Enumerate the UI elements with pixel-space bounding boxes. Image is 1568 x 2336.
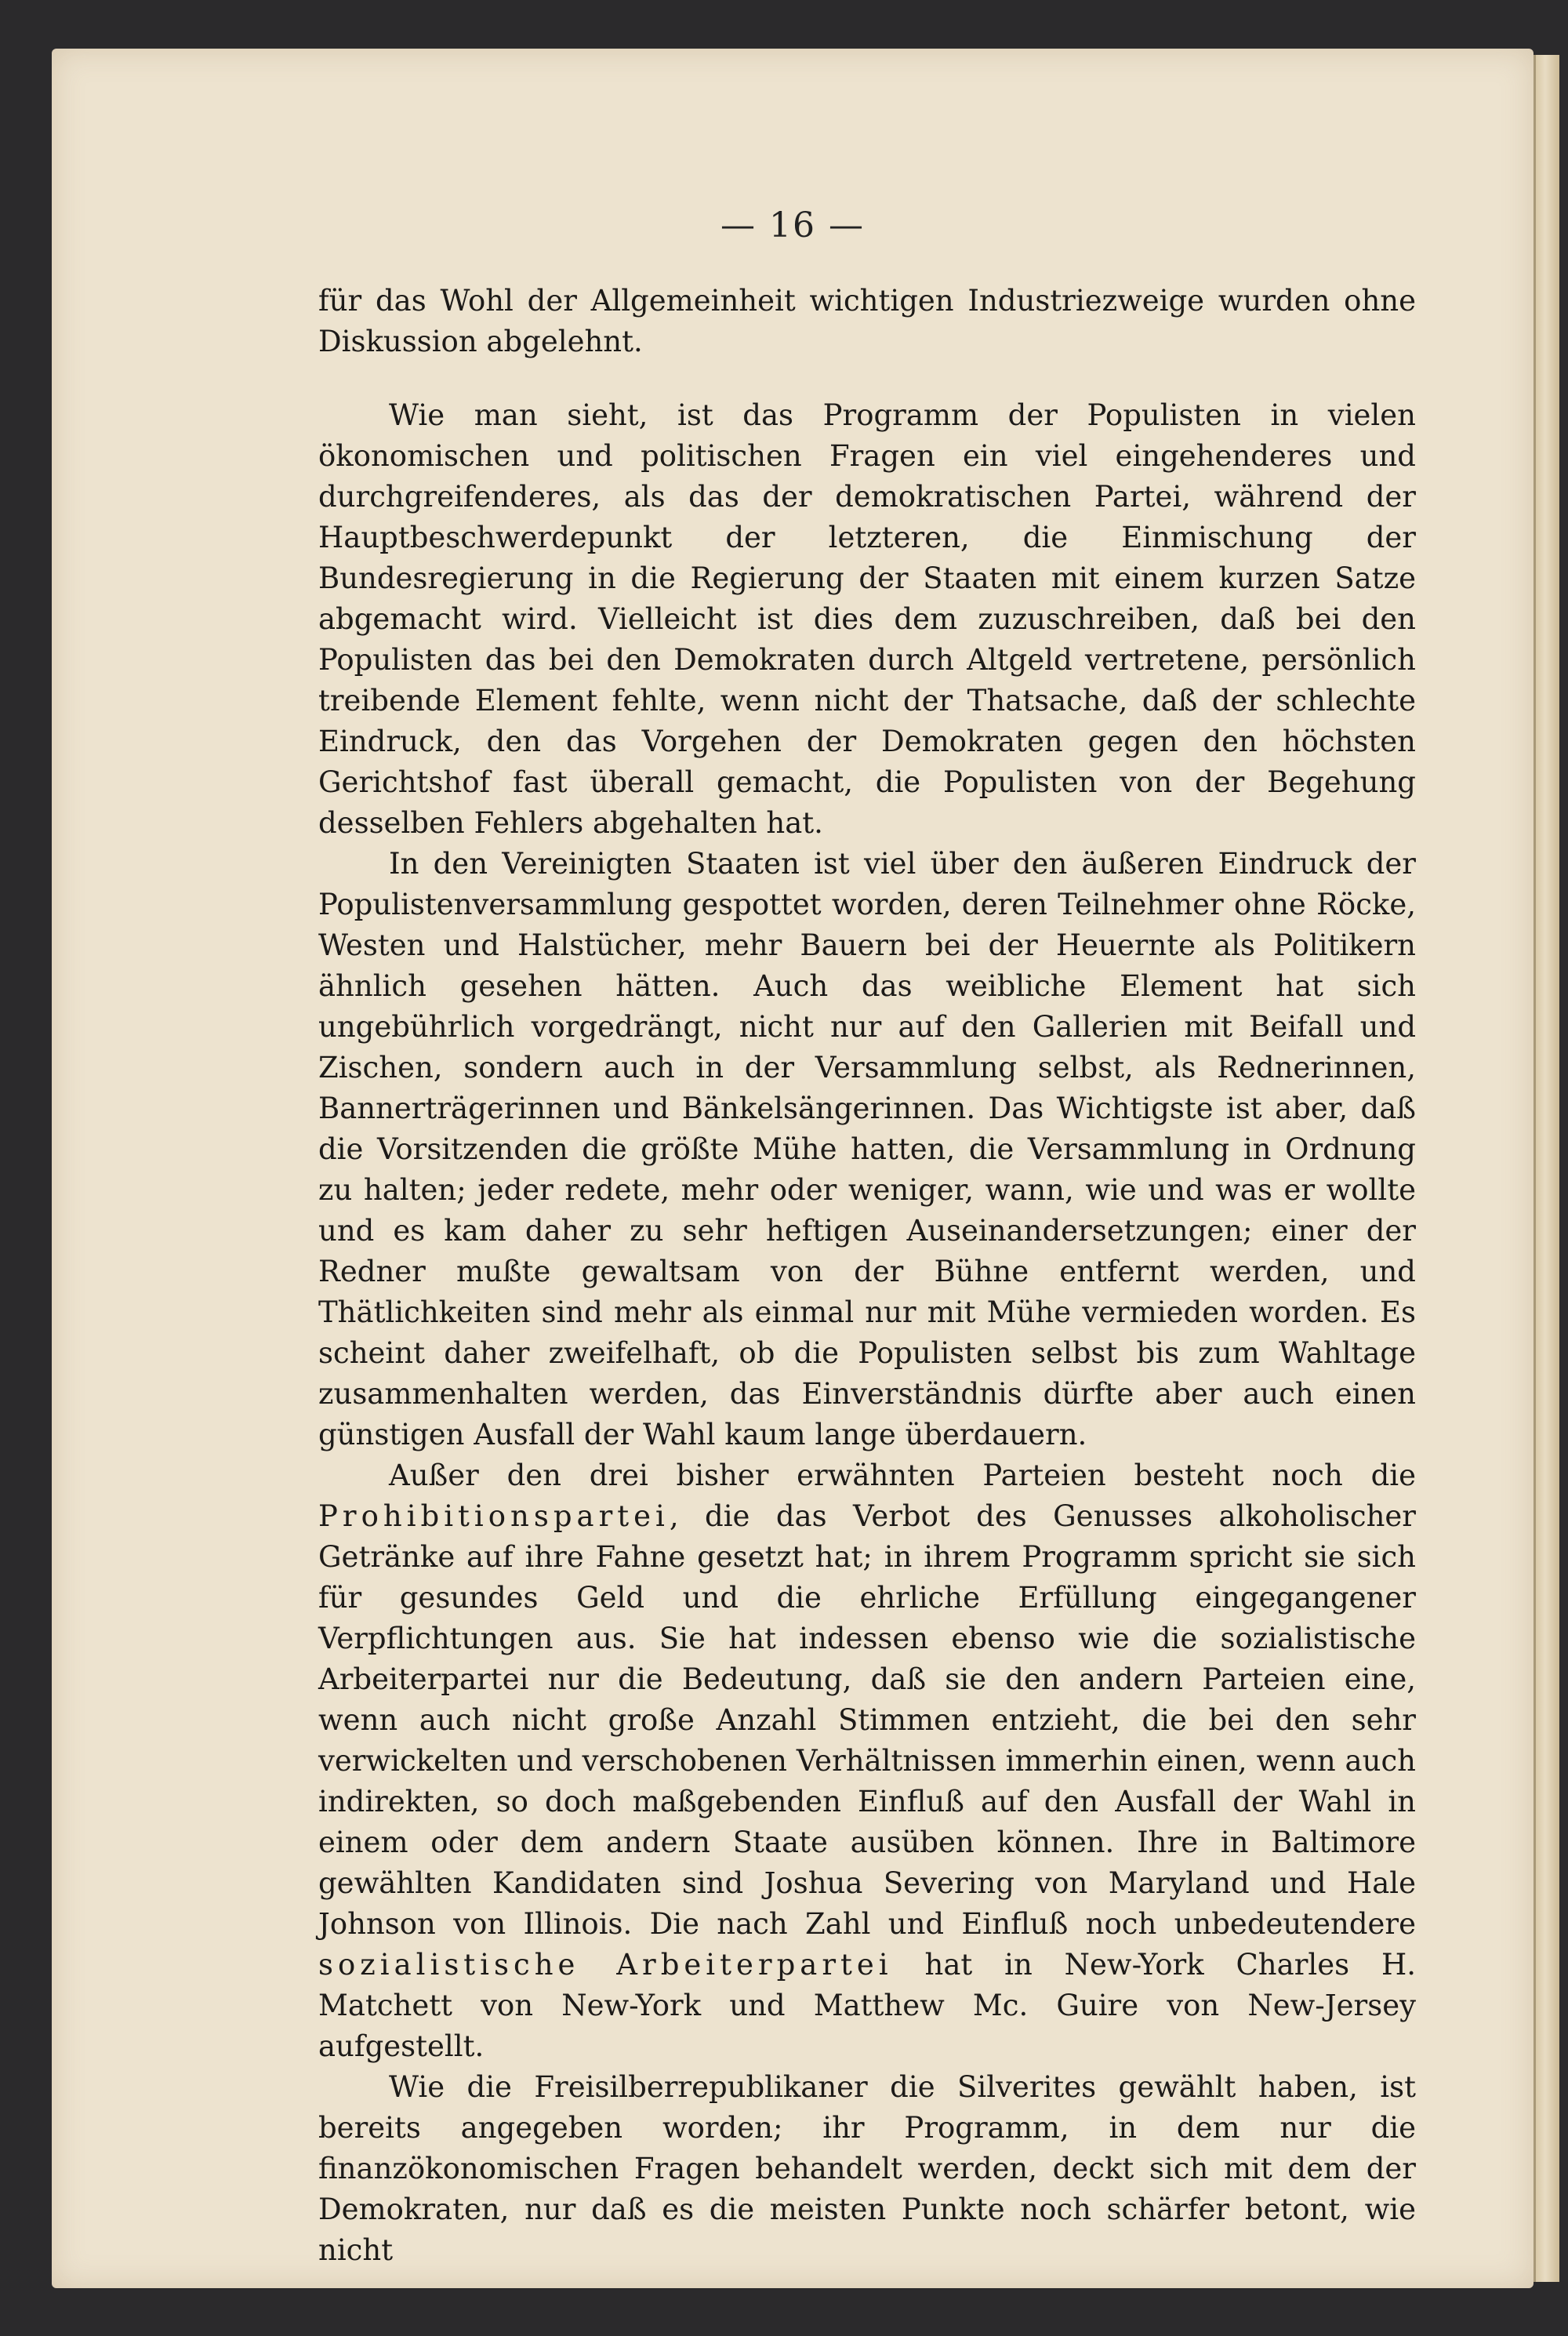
paragraph-1: für das Wohl der Allgemeinheit wichtigen Industriezweige wurden ohne Diskussion abgelehnt.: [318, 284, 1416, 358]
emphasis-prohibitionspartei: Prohibitionspartei: [318, 1499, 670, 1533]
paragraph-3: In den Vereinigten Staaten ist viel über den äußeren Eindruck der Populistenversammlung gespottet worden, deren Teilnehmer ohne Röcke, Westen und Halstücher, mehr Bauern bei der Heuernte als Politikern ähnlich gesehen hätten. Auch das weibliche Element hat sich ungebührlich vorgedrängt, nicht nur auf den Gallerien mit Beifall und Zischen, sondern auch in der Versammlung selbst, als Rednerinnen, Bannerträgerinnen und Bänkelsängerinnen. Das Wichtigste ist aber, daß die Vorsitzenden die größte Mühe hatten, die Versammlung in Ordnung zu halten; jeder redete, mehr oder weniger, wann, wie und was er wollte und es kam daher zu sehr heftigen Auseinandersetzungen; einer der Redner mußte gewaltsam von der Bühne entfernt werden, und Thätlichkeiten sind mehr als einmal nur mit Mühe vermieden worden. Es scheint daher zweifelhaft, ob die Populisten selbst bis zum Wahltage zusammenhalten werden, das Einverständnis dürfte aber auch einen günstigen Ausfall der Wahl kaum lange überdauern.: [318, 847, 1416, 1451]
emphasis-sozialistische-arbeiterpartei: sozialistische Arbeiterpartei: [318, 1948, 893, 1982]
paragraph-4-part-1: Außer den drei bisher erwähnten Parteien besteht noch die: [389, 1459, 1416, 1492]
document-page: [52, 49, 1534, 2288]
paragraph-4-part-3: , die das Verbot des Genusses alkoholischer Getränke auf ihre Fahne gesetzt hat; in ihrem Programm spricht sie sich für gesundes Geld und die ehrliche Erfüllung eingegangener Verpflichtungen aus. Sie hat indessen ebenso wie die sozialistische Arbeiterpartei nur die Bedeutung, daß sie den andern Parteien eine, wenn auch nicht große Anzahl Stimmen entzieht, die bei den sehr verwickelten und verschobenen Verhältnissen immerhin einen, wenn auch indirekten, so doch maßgebenden Einfluß auf den Ausfall der Wahl in einem oder dem andern Staate ausüben können. Ihre in Baltimore gewählten Kandidaten sind Joshua Severing von Maryland und Hale Johnson von Illinois. Die nach Zahl und Einfluß noch unbedeutendere: [318, 1499, 1416, 1941]
page-edge: [1534, 55, 1559, 2282]
paragraph-5: Wie die Freisilberrepublikaner die Silverites gewählt haben, ist bereits angegeben worden; ihr Programm, in dem nur die finanzökonomischen Fragen behandelt werden, deckt sich mit dem der Demokraten, nur daß es die meisten Punkte noch schärfer betont, wie nicht: [318, 2070, 1416, 2267]
paragraph-4-part-5: hat in New-York Charles H. Matchett von New-York und Matthew Mc. Guire von New-Jersey aufgestellt.: [318, 1948, 1416, 2063]
page-number: — 16 —: [720, 205, 865, 245]
paragraph-2: Wie man sieht, ist das Programm der Populisten in vielen ökonomischen und politischen Fragen ein viel eingehenderes und durchgreifenderes, als das der demokratischen Partei, während der Hauptbeschwerdepunkt der letzteren, die Einmischung der Bundesregierung in die Regierung der Staaten mit einem kurzen Satze abgemacht wird. Vielleicht ist dies dem zuzuschreiben, daß bei den Populisten das bei den Demokraten durch Altgeld vertretene, persönlich treibende Element fehlte, wenn nicht der Thatsache, daß der schlechte Eindruck, den das Vorgehen der Demokraten gegen den höchsten Gerichtshof fast überall gemacht, die Populisten von der Begehung desselben Fehlers abgehalten hat.: [318, 398, 1416, 840]
paragraph-4: [318, 1455, 1416, 2067]
body-text: [318, 281, 1416, 2271]
